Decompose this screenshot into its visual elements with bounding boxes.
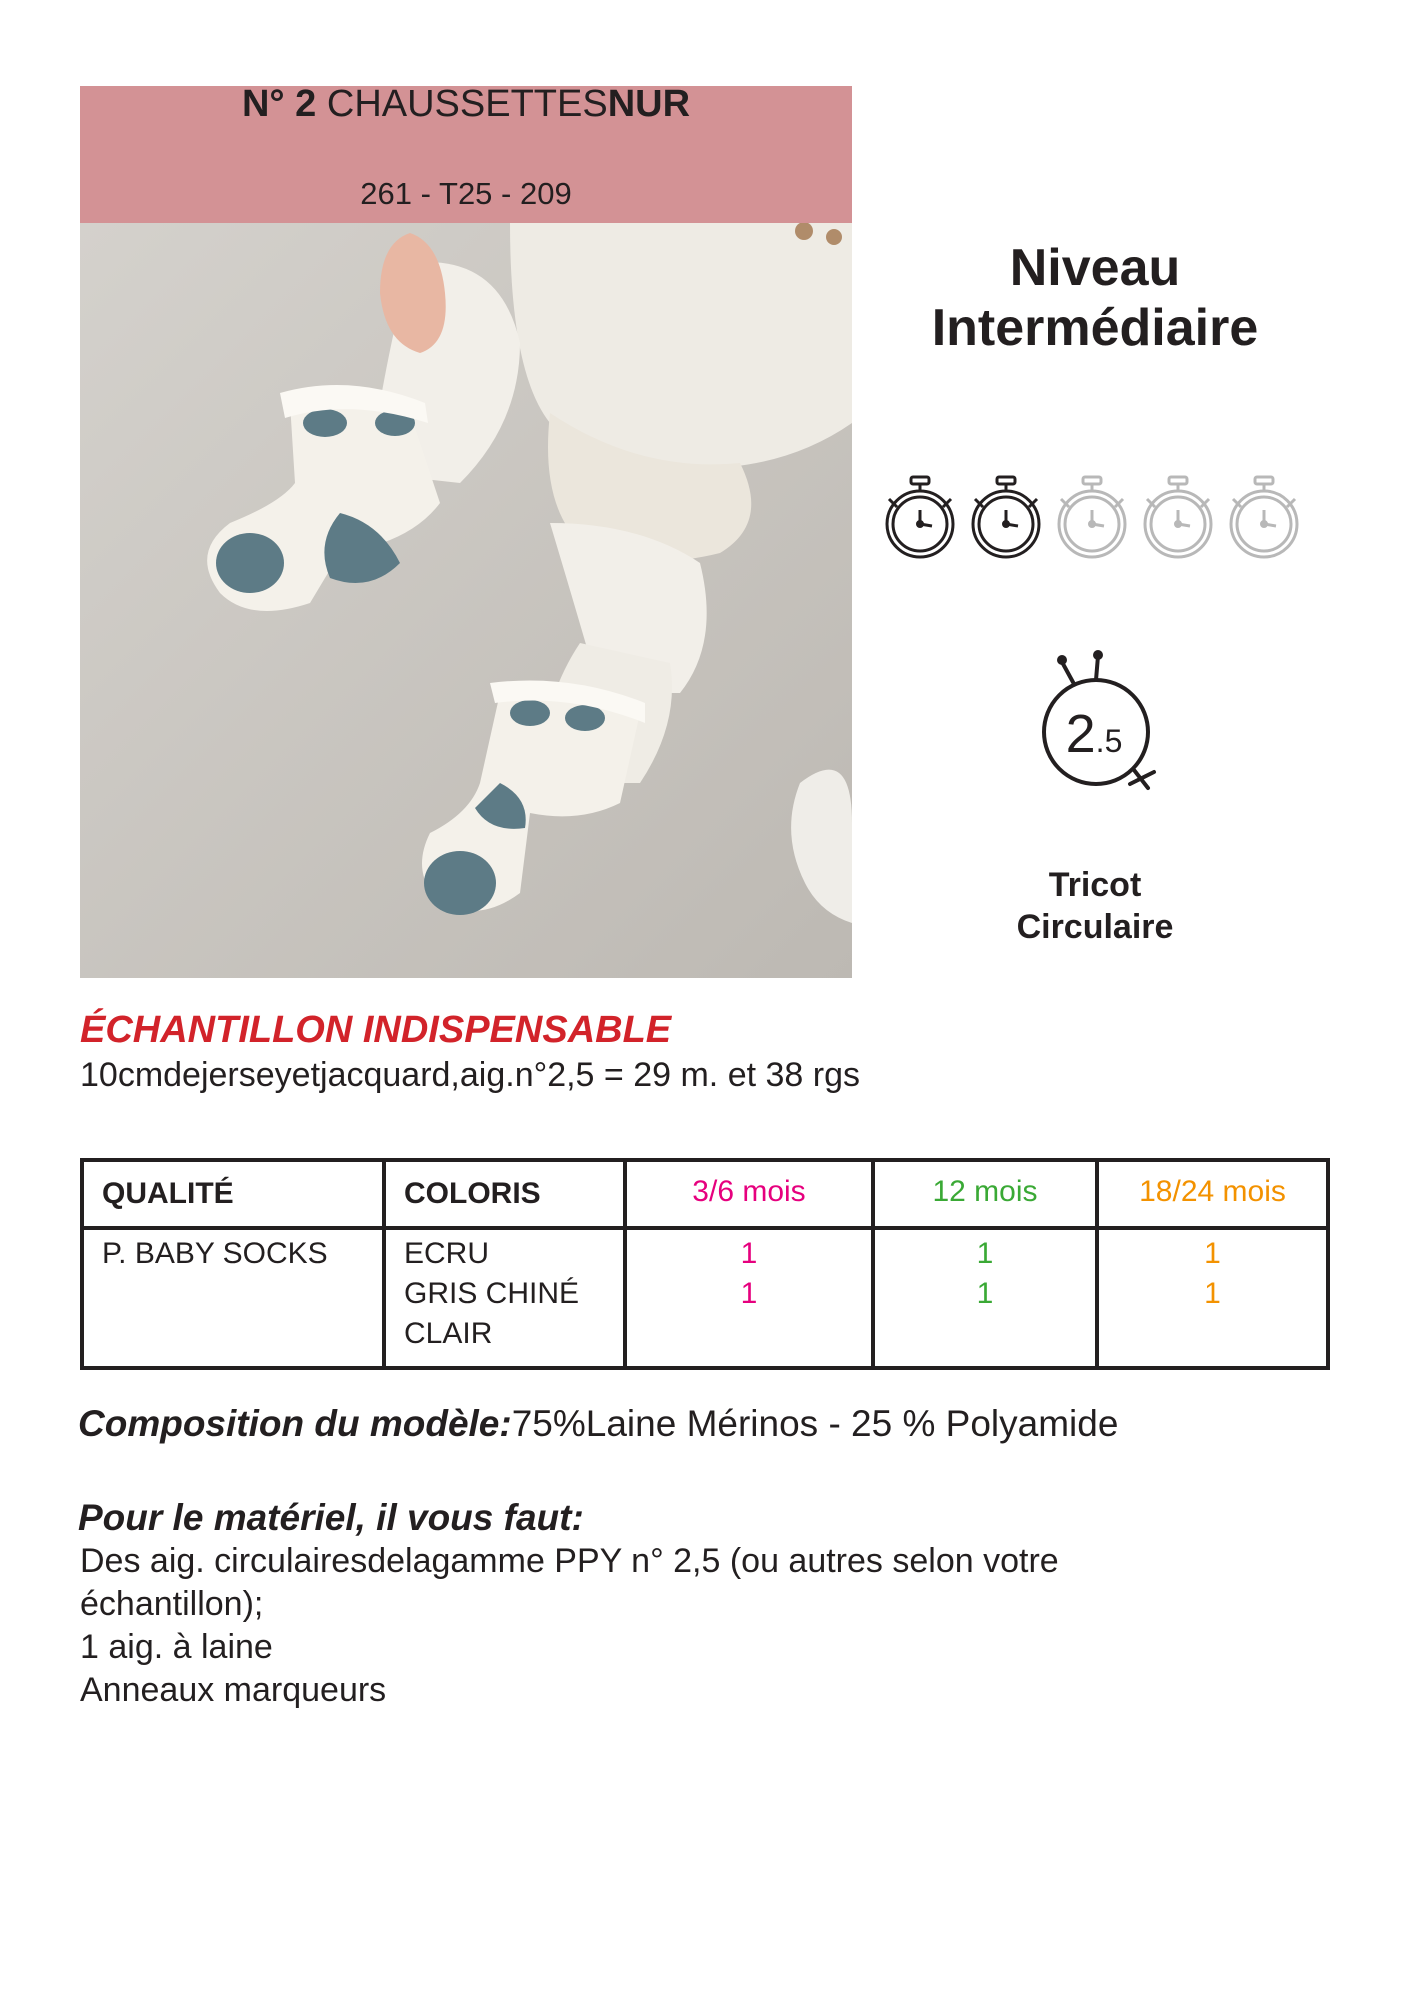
table-divider (84, 1226, 1326, 1230)
stopwatch-icon (1059, 477, 1125, 557)
yarn-table (80, 1158, 1330, 1370)
material-line: 1 aig. à laine (80, 1628, 273, 1666)
level-label: Niveau (1009, 239, 1181, 297)
cell-qty: 1 (1204, 1277, 1221, 1310)
needle-size-main: 2 (1065, 704, 1096, 764)
header-size-12: 12 mois (932, 1175, 1038, 1208)
technique-line2: Circulaire (1016, 908, 1174, 946)
header-size-18-24: 18/24 mois (1139, 1175, 1286, 1208)
pattern-title (80, 82, 852, 126)
pattern-number: N° 2 (241, 83, 317, 125)
composition-label: Composition du modèle: (78, 1403, 512, 1444)
needle-icon (1062, 662, 1074, 684)
header-size-3-6: 3/6 mois (692, 1175, 806, 1208)
cell-qty: 1 (740, 1237, 758, 1270)
stopwatch-icon (887, 477, 953, 557)
needle-size-decimal: .5 (1095, 723, 1123, 759)
product-photo (80, 223, 852, 978)
cell-qty: 1 (976, 1237, 994, 1270)
difficulty-rating (876, 468, 1306, 568)
stopwatch-icon (1145, 477, 1211, 557)
technique (880, 864, 1310, 948)
needle-size-badge (1026, 648, 1176, 798)
pattern-brand: NUR (607, 83, 691, 125)
cell-qty: 1 (740, 1277, 758, 1310)
stopwatch-icon (1231, 477, 1297, 557)
cell-color-gris-cont: CLAIR (404, 1317, 493, 1350)
material-line: Anneaux marqueurs (80, 1671, 387, 1709)
composition (78, 1402, 1118, 1446)
technique-line1: Tricot (1048, 866, 1142, 904)
cell-color-gris: GRIS CHINÉ (404, 1277, 580, 1310)
cell-color-ecru: ECRU (404, 1237, 490, 1270)
cell-qty: 1 (976, 1277, 994, 1310)
gauge-title: ÉCHANTILLON INDISPENSABLE (80, 1009, 672, 1051)
header-quality: QUALITÉ (102, 1177, 234, 1210)
pattern-product: CHAUSSETTES (326, 83, 608, 125)
cell-qty: 1 (1204, 1237, 1221, 1270)
pattern-codes: 261 - T25 - 209 (360, 176, 572, 211)
level-value: Intermédiaire (931, 299, 1259, 357)
material-line: échantillon); (80, 1585, 264, 1623)
material-list (80, 1540, 1280, 1712)
baby-socks-illustration (80, 223, 852, 978)
material-line: Des aig. circulairesdelagamme PPY n° 2,5 (ou autres selon votre (80, 1542, 1059, 1580)
skill-level (880, 238, 1310, 358)
composition-value: 75%Laine Mérinos - 25 % Polyamide (511, 1403, 1119, 1444)
table-divider (382, 1162, 386, 1366)
stopwatch-icon (973, 477, 1039, 557)
stopwatch-icons (876, 468, 1306, 568)
header-colors: COLORIS (404, 1177, 541, 1210)
cell-quality: P. BABY SOCKS (102, 1237, 328, 1270)
gauge-text: 10cmdejerseyetjacquard,aig.n°2,5 = 29 m. et 38 rgs (80, 1056, 860, 1094)
material-title: Pour le matériel, il vous faut: (78, 1497, 584, 1538)
svg-text:2.5 (1066, 704, 1123, 764)
